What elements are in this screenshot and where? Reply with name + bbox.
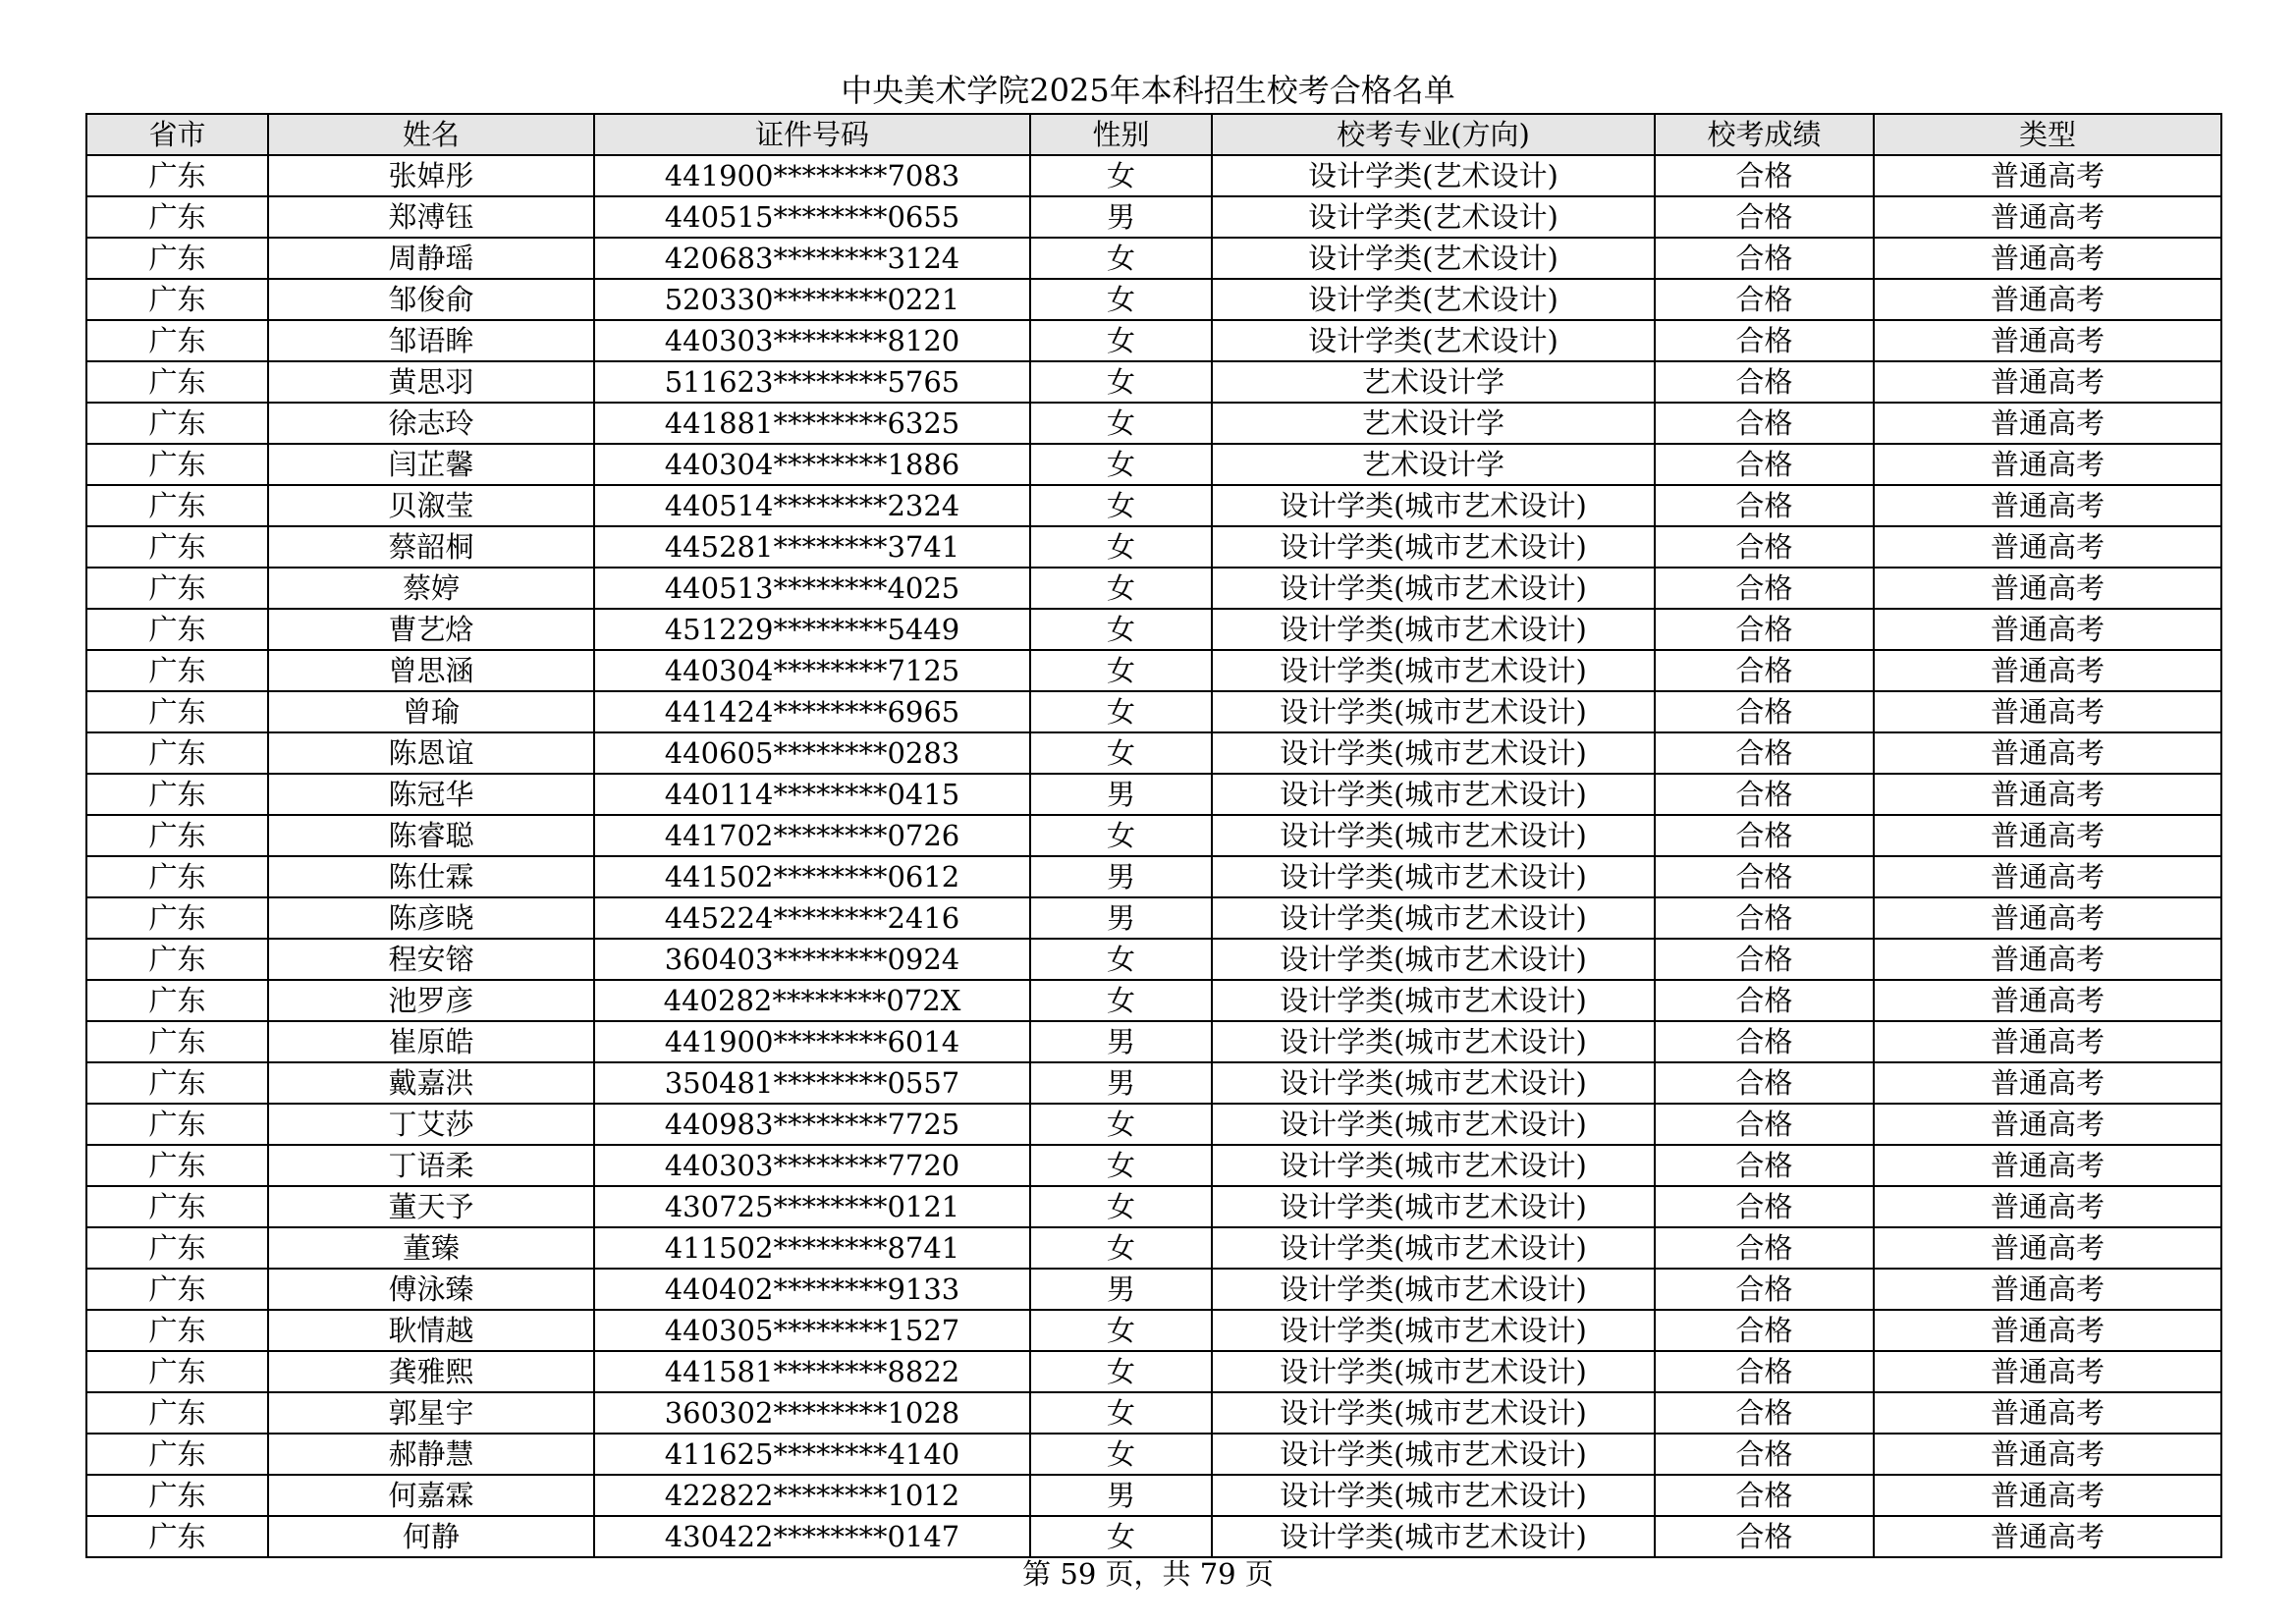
table-row (86, 1269, 2221, 1310)
cell-major: 设计学类(城市艺术设计) (1212, 939, 1655, 980)
cell-province: 广东 (86, 939, 268, 980)
cell-gender: 女 (1030, 526, 1212, 568)
cell-result: 合格 (1655, 155, 1874, 196)
cell-result: 合格 (1655, 526, 1874, 568)
cell-type: 普通高考 (1874, 732, 2221, 774)
cell-result: 合格 (1655, 1021, 1874, 1062)
table-row (86, 1310, 2221, 1351)
cell-result: 合格 (1655, 650, 1874, 691)
cell-type: 普通高考 (1874, 1021, 2221, 1062)
cell-name: 耿情越 (268, 1310, 594, 1351)
cell-province: 广东 (86, 155, 268, 196)
cell-id-number: 430725********0121 (594, 1186, 1030, 1227)
cell-id-number: 520330********0221 (594, 279, 1030, 320)
cell-id-number: 440402********9133 (594, 1269, 1030, 1310)
cell-major: 设计学类(城市艺术设计) (1212, 815, 1655, 856)
table-row (86, 196, 2221, 238)
cell-name: 邹俊俞 (268, 279, 594, 320)
cell-province: 广东 (86, 1392, 268, 1434)
table-row (86, 1434, 2221, 1475)
cell-gender: 女 (1030, 691, 1212, 732)
table-row (86, 444, 2221, 485)
cell-gender: 男 (1030, 1021, 1212, 1062)
cell-result: 合格 (1655, 320, 1874, 361)
cell-province: 广东 (86, 444, 268, 485)
cell-id-number: 440514********2324 (594, 485, 1030, 526)
table-row (86, 155, 2221, 196)
table-row (86, 320, 2221, 361)
cell-type: 普通高考 (1874, 155, 2221, 196)
cell-type: 普通高考 (1874, 320, 2221, 361)
cell-province: 广东 (86, 774, 268, 815)
cell-gender: 女 (1030, 609, 1212, 650)
table-row (86, 1516, 2221, 1557)
cell-major: 设计学类(城市艺术设计) (1212, 1186, 1655, 1227)
column-header-major: 校考专业(方向) (1212, 114, 1655, 155)
cell-type: 普通高考 (1874, 1104, 2221, 1145)
cell-name: 戴嘉洪 (268, 1062, 594, 1104)
cell-province: 广东 (86, 609, 268, 650)
cell-major: 设计学类(城市艺术设计) (1212, 1062, 1655, 1104)
cell-province: 广东 (86, 1516, 268, 1557)
cell-name: 陈恩谊 (268, 732, 594, 774)
cell-gender: 女 (1030, 568, 1212, 609)
cell-name: 闫芷馨 (268, 444, 594, 485)
cell-province: 广东 (86, 1475, 268, 1516)
table-row (86, 856, 2221, 897)
cell-type: 普通高考 (1874, 1269, 2221, 1310)
table-row (86, 1186, 2221, 1227)
cell-result: 合格 (1655, 609, 1874, 650)
cell-gender: 女 (1030, 238, 1212, 279)
cell-gender: 女 (1030, 361, 1212, 403)
cell-major: 设计学类(城市艺术设计) (1212, 1145, 1655, 1186)
cell-name: 何静 (268, 1516, 594, 1557)
cell-major: 设计学类(城市艺术设计) (1212, 1104, 1655, 1145)
cell-major: 设计学类(城市艺术设计) (1212, 609, 1655, 650)
cell-gender: 女 (1030, 1145, 1212, 1186)
cell-id-number: 360403********0924 (594, 939, 1030, 980)
cell-province: 广东 (86, 1351, 268, 1392)
cell-type: 普通高考 (1874, 1227, 2221, 1269)
cell-name: 邹语眸 (268, 320, 594, 361)
cell-province: 广东 (86, 403, 268, 444)
cell-gender: 女 (1030, 279, 1212, 320)
cell-name: 丁艾莎 (268, 1104, 594, 1145)
cell-major: 设计学类(城市艺术设计) (1212, 485, 1655, 526)
cell-result: 合格 (1655, 568, 1874, 609)
cell-major: 设计学类(城市艺术设计) (1212, 732, 1655, 774)
cell-result: 合格 (1655, 1269, 1874, 1310)
header-row (86, 114, 2221, 155)
cell-name: 黄思羽 (268, 361, 594, 403)
cell-gender: 男 (1030, 856, 1212, 897)
cell-name: 周静瑶 (268, 238, 594, 279)
table-row (86, 815, 2221, 856)
cell-gender: 女 (1030, 485, 1212, 526)
page-number: 第 59 页，共 79 页 (1022, 1557, 1274, 1591)
cell-province: 广东 (86, 1021, 268, 1062)
cell-name: 张婥彤 (268, 155, 594, 196)
cell-result: 合格 (1655, 1227, 1874, 1269)
cell-province: 广东 (86, 732, 268, 774)
table-body (86, 155, 2221, 1557)
table-row (86, 691, 2221, 732)
cell-major: 设计学类(艺术设计) (1212, 196, 1655, 238)
cell-result: 合格 (1655, 361, 1874, 403)
cell-result: 合格 (1655, 815, 1874, 856)
cell-id-number: 441702********0726 (594, 815, 1030, 856)
cell-name: 丁语柔 (268, 1145, 594, 1186)
cell-gender: 女 (1030, 980, 1212, 1021)
table-row (86, 732, 2221, 774)
cell-name: 崔原皓 (268, 1021, 594, 1062)
cell-id-number: 440305********1527 (594, 1310, 1030, 1351)
cell-id-number: 422822********1012 (594, 1475, 1030, 1516)
cell-major: 设计学类(城市艺术设计) (1212, 1021, 1655, 1062)
cell-major: 设计学类(城市艺术设计) (1212, 1434, 1655, 1475)
cell-major: 设计学类(城市艺术设计) (1212, 526, 1655, 568)
table-row (86, 485, 2221, 526)
cell-name: 陈仕霖 (268, 856, 594, 897)
cell-type: 普通高考 (1874, 1516, 2221, 1557)
cell-type: 普通高考 (1874, 403, 2221, 444)
cell-type: 普通高考 (1874, 1351, 2221, 1392)
table-row (86, 279, 2221, 320)
table-row (86, 1104, 2221, 1145)
cell-result: 合格 (1655, 1310, 1874, 1351)
cell-province: 广东 (86, 485, 268, 526)
cell-type: 普通高考 (1874, 856, 2221, 897)
table-row (86, 939, 2221, 980)
cell-type: 普通高考 (1874, 444, 2221, 485)
cell-gender: 女 (1030, 1516, 1212, 1557)
cell-province: 广东 (86, 897, 268, 939)
cell-type: 普通高考 (1874, 1434, 2221, 1475)
cell-major: 设计学类(城市艺术设计) (1212, 1227, 1655, 1269)
cell-major: 设计学类(城市艺术设计) (1212, 650, 1655, 691)
cell-result: 合格 (1655, 1351, 1874, 1392)
table-row (86, 1145, 2221, 1186)
cell-major: 设计学类(城市艺术设计) (1212, 691, 1655, 732)
cell-id-number: 420683********3124 (594, 238, 1030, 279)
cell-province: 广东 (86, 279, 268, 320)
cell-result: 合格 (1655, 238, 1874, 279)
cell-id-number: 441881********6325 (594, 403, 1030, 444)
cell-type: 普通高考 (1874, 526, 2221, 568)
cell-type: 普通高考 (1874, 980, 2221, 1021)
cell-result: 合格 (1655, 1104, 1874, 1145)
cell-gender: 女 (1030, 1227, 1212, 1269)
cell-name: 陈彦晓 (268, 897, 594, 939)
column-header-id-number: 证件号码 (594, 114, 1030, 155)
cell-gender: 男 (1030, 1269, 1212, 1310)
cell-result: 合格 (1655, 485, 1874, 526)
cell-gender: 女 (1030, 732, 1212, 774)
cell-result: 合格 (1655, 732, 1874, 774)
cell-name: 徐志玲 (268, 403, 594, 444)
cell-type: 普通高考 (1874, 196, 2221, 238)
table-row (86, 1392, 2221, 1434)
cell-province: 广东 (86, 1269, 268, 1310)
cell-major: 艺术设计学 (1212, 361, 1655, 403)
cell-name: 郭星宇 (268, 1392, 594, 1434)
cell-gender: 女 (1030, 1434, 1212, 1475)
table-row (86, 361, 2221, 403)
cell-name: 何嘉霖 (268, 1475, 594, 1516)
cell-type: 普通高考 (1874, 485, 2221, 526)
cell-major: 设计学类(城市艺术设计) (1212, 1351, 1655, 1392)
cell-id-number: 441581********8822 (594, 1351, 1030, 1392)
table-row (86, 1351, 2221, 1392)
cell-result: 合格 (1655, 1434, 1874, 1475)
cell-gender: 男 (1030, 1062, 1212, 1104)
cell-type: 普通高考 (1874, 1186, 2221, 1227)
results-table (85, 113, 2222, 1558)
cell-gender: 女 (1030, 403, 1212, 444)
cell-province: 广东 (86, 526, 268, 568)
table-row (86, 238, 2221, 279)
cell-major: 设计学类(城市艺术设计) (1212, 774, 1655, 815)
cell-id-number: 441424********6965 (594, 691, 1030, 732)
cell-name: 龚雅熙 (268, 1351, 594, 1392)
cell-name: 曾思涵 (268, 650, 594, 691)
cell-result: 合格 (1655, 691, 1874, 732)
cell-result: 合格 (1655, 1392, 1874, 1434)
cell-result: 合格 (1655, 196, 1874, 238)
cell-gender: 女 (1030, 320, 1212, 361)
cell-id-number: 445224********2416 (594, 897, 1030, 939)
cell-result: 合格 (1655, 1145, 1874, 1186)
cell-gender: 女 (1030, 155, 1212, 196)
cell-type: 普通高考 (1874, 691, 2221, 732)
cell-gender: 女 (1030, 939, 1212, 980)
cell-type: 普通高考 (1874, 279, 2221, 320)
cell-result: 合格 (1655, 279, 1874, 320)
cell-name: 池罗彦 (268, 980, 594, 1021)
cell-result: 合格 (1655, 939, 1874, 980)
cell-id-number: 445281********3741 (594, 526, 1030, 568)
cell-major: 设计学类(城市艺术设计) (1212, 897, 1655, 939)
cell-province: 广东 (86, 980, 268, 1021)
cell-type: 普通高考 (1874, 1145, 2221, 1186)
cell-type: 普通高考 (1874, 1392, 2221, 1434)
cell-type: 普通高考 (1874, 361, 2221, 403)
cell-result: 合格 (1655, 774, 1874, 815)
cell-gender: 女 (1030, 1310, 1212, 1351)
cell-major: 设计学类(艺术设计) (1212, 279, 1655, 320)
table-row (86, 650, 2221, 691)
table-row (86, 403, 2221, 444)
cell-result: 合格 (1655, 403, 1874, 444)
cell-gender: 女 (1030, 1186, 1212, 1227)
cell-name: 郑溥钰 (268, 196, 594, 238)
table-row (86, 1021, 2221, 1062)
cell-name: 曾瑜 (268, 691, 594, 732)
cell-type: 普通高考 (1874, 1310, 2221, 1351)
column-header-result: 校考成绩 (1655, 114, 1874, 155)
cell-province: 广东 (86, 1186, 268, 1227)
cell-id-number: 430422********0147 (594, 1516, 1030, 1557)
cell-id-number: 441900********7083 (594, 155, 1030, 196)
cell-name: 贝溆莹 (268, 485, 594, 526)
cell-province: 广东 (86, 1227, 268, 1269)
cell-id-number: 441502********0612 (594, 856, 1030, 897)
cell-major: 设计学类(城市艺术设计) (1212, 1392, 1655, 1434)
table-row (86, 980, 2221, 1021)
cell-name: 董臻 (268, 1227, 594, 1269)
cell-type: 普通高考 (1874, 897, 2221, 939)
cell-province: 广东 (86, 1310, 268, 1351)
cell-major: 设计学类(城市艺术设计) (1212, 1516, 1655, 1557)
cell-id-number: 440303********8120 (594, 320, 1030, 361)
table-row (86, 568, 2221, 609)
cell-name: 程安镕 (268, 939, 594, 980)
cell-province: 广东 (86, 238, 268, 279)
cell-type: 普通高考 (1874, 568, 2221, 609)
cell-type: 普通高考 (1874, 815, 2221, 856)
cell-result: 合格 (1655, 1062, 1874, 1104)
cell-major: 设计学类(城市艺术设计) (1212, 568, 1655, 609)
cell-id-number: 451229********5449 (594, 609, 1030, 650)
cell-major: 设计学类(城市艺术设计) (1212, 1310, 1655, 1351)
cell-major: 设计学类(艺术设计) (1212, 155, 1655, 196)
cell-result: 合格 (1655, 897, 1874, 939)
cell-major: 设计学类(艺术设计) (1212, 238, 1655, 279)
cell-gender: 女 (1030, 1392, 1212, 1434)
table-row (86, 897, 2221, 939)
cell-result: 合格 (1655, 444, 1874, 485)
cell-province: 广东 (86, 650, 268, 691)
column-header-province: 省市 (86, 114, 268, 155)
cell-major: 艺术设计学 (1212, 444, 1655, 485)
cell-major: 设计学类(城市艺术设计) (1212, 980, 1655, 1021)
table-row (86, 609, 2221, 650)
cell-id-number: 440114********0415 (594, 774, 1030, 815)
cell-gender: 女 (1030, 444, 1212, 485)
cell-gender: 女 (1030, 650, 1212, 691)
cell-major: 设计学类(城市艺术设计) (1212, 1475, 1655, 1516)
cell-name: 傅泳臻 (268, 1269, 594, 1310)
cell-gender: 女 (1030, 1351, 1212, 1392)
cell-id-number: 440513********4025 (594, 568, 1030, 609)
cell-type: 普通高考 (1874, 939, 2221, 980)
cell-result: 合格 (1655, 980, 1874, 1021)
cell-province: 广东 (86, 856, 268, 897)
cell-type: 普通高考 (1874, 1062, 2221, 1104)
cell-name: 曹艺焓 (268, 609, 594, 650)
table-row (86, 526, 2221, 568)
cell-province: 广东 (86, 1104, 268, 1145)
cell-province: 广东 (86, 320, 268, 361)
page-title: 中央美术学院2025年本科招生校考合格名单 (841, 72, 1455, 109)
cell-result: 合格 (1655, 1475, 1874, 1516)
cell-name: 郝静慧 (268, 1434, 594, 1475)
cell-gender: 男 (1030, 196, 1212, 238)
table-row (86, 1475, 2221, 1516)
column-header-type: 类型 (1874, 114, 2221, 155)
cell-id-number: 440983********7725 (594, 1104, 1030, 1145)
cell-province: 广东 (86, 691, 268, 732)
cell-province: 广东 (86, 568, 268, 609)
cell-id-number: 441900********6014 (594, 1021, 1030, 1062)
cell-id-number: 440304********1886 (594, 444, 1030, 485)
cell-gender: 女 (1030, 815, 1212, 856)
cell-gender: 女 (1030, 1104, 1212, 1145)
cell-type: 普通高考 (1874, 774, 2221, 815)
table-row (86, 1227, 2221, 1269)
cell-id-number: 511623********5765 (594, 361, 1030, 403)
cell-province: 广东 (86, 1434, 268, 1475)
cell-province: 广东 (86, 815, 268, 856)
cell-id-number: 440605********0283 (594, 732, 1030, 774)
cell-id-number: 360302********1028 (594, 1392, 1030, 1434)
cell-id-number: 440515********0655 (594, 196, 1030, 238)
cell-major: 设计学类(城市艺术设计) (1212, 1269, 1655, 1310)
cell-result: 合格 (1655, 1186, 1874, 1227)
cell-major: 设计学类(城市艺术设计) (1212, 856, 1655, 897)
cell-name: 陈冠华 (268, 774, 594, 815)
cell-id-number: 440303********7720 (594, 1145, 1030, 1186)
cell-province: 广东 (86, 1062, 268, 1104)
cell-id-number: 411625********4140 (594, 1434, 1030, 1475)
cell-result: 合格 (1655, 856, 1874, 897)
cell-id-number: 440282********072X (594, 980, 1030, 1021)
cell-type: 普通高考 (1874, 1475, 2221, 1516)
cell-result: 合格 (1655, 1516, 1874, 1557)
table-row (86, 774, 2221, 815)
column-header-name: 姓名 (268, 114, 594, 155)
cell-name: 董天予 (268, 1186, 594, 1227)
cell-province: 广东 (86, 1145, 268, 1186)
cell-gender: 男 (1030, 774, 1212, 815)
cell-id-number: 350481********0557 (594, 1062, 1030, 1104)
cell-province: 广东 (86, 361, 268, 403)
cell-id-number: 411502********8741 (594, 1227, 1030, 1269)
cell-province: 广东 (86, 196, 268, 238)
table-row (86, 1062, 2221, 1104)
cell-major: 艺术设计学 (1212, 403, 1655, 444)
cell-gender: 男 (1030, 897, 1212, 939)
cell-type: 普通高考 (1874, 650, 2221, 691)
cell-name: 蔡婷 (268, 568, 594, 609)
cell-gender: 男 (1030, 1475, 1212, 1516)
cell-name: 陈睿聪 (268, 815, 594, 856)
column-header-gender: 性别 (1030, 114, 1212, 155)
cell-id-number: 440304********7125 (594, 650, 1030, 691)
cell-type: 普通高考 (1874, 238, 2221, 279)
cell-name: 蔡韶桐 (268, 526, 594, 568)
cell-type: 普通高考 (1874, 609, 2221, 650)
cell-major: 设计学类(艺术设计) (1212, 320, 1655, 361)
